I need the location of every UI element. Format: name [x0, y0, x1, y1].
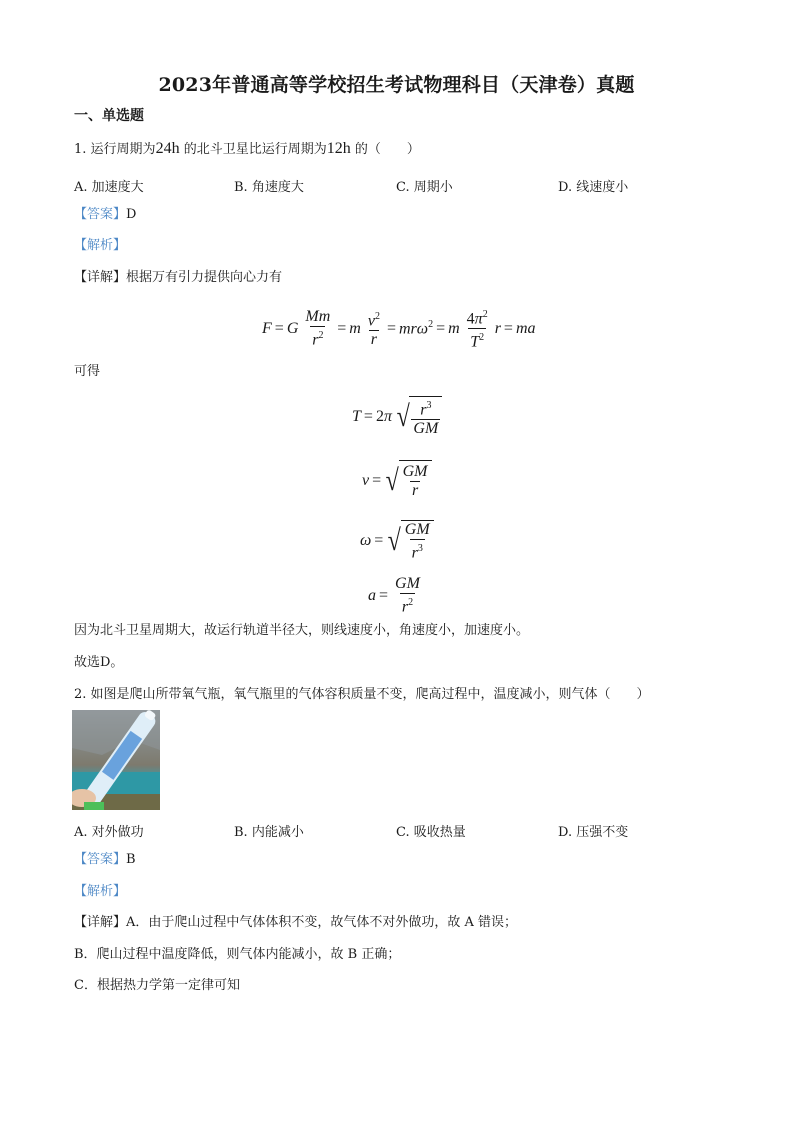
oxygen-bottle-photo: [72, 710, 160, 810]
q1-analysis-label: 【解析】: [74, 238, 127, 253]
q1-result-intro: 可得: [74, 364, 101, 379]
answer-label: 【答案】: [74, 207, 127, 222]
q2-option-b: B. 内能减小: [234, 825, 304, 840]
q2-option-a: A. 对外做功: [74, 825, 144, 840]
detail-label: 【详解】: [74, 270, 127, 285]
q1-detail: 【详解】根据万有引力提供向心力有: [74, 270, 283, 285]
q1-conclusion: 因为北斗卫星周期大，故运行轨道半径大，则线速度小，角速度小，加速度小。: [74, 623, 530, 638]
q2-detail-line-1: 【详解】A．由于爬山过程中气体体积不变，故气体不对外做功，故 A 错误；: [74, 915, 518, 930]
q1-answer: 【答案】D: [74, 207, 137, 222]
question-number: 1.: [74, 142, 87, 157]
q2-analysis-label: 【解析】: [74, 884, 127, 899]
q1-equation-v: v = √ $\frac{GM}{r}$: [362, 460, 432, 502]
q2-detail-line-2: B．爬山过程中温度降低，则气体内能减小，故 B 正确；: [74, 947, 401, 962]
q1-option-a: A. 加速度大: [74, 180, 144, 195]
q1-option-d: D. 线速度小: [558, 180, 629, 195]
question-number: 2.: [74, 687, 87, 702]
q1-equation-omega: ω = √ $\frac{GM}{r^3}$: [360, 520, 434, 562]
q2-answer: 【答案】B: [74, 852, 136, 867]
q1-equation-T: T = 2π √ $\frac{r^3}{GM}$: [352, 396, 442, 438]
q1-final: 故选D。: [74, 655, 124, 670]
question-1-stem: 1. 运行周期为24h 的北斗卫星比运行周期为12h 的（ ）: [74, 140, 420, 157]
q1-equation-main: F = G $\frac{Mm}{r^2}$ = m $\frac{v^2}{r}$ = mrω$^2$ = m $\frac{4\pi^2}{T^2}$ r = ma: [262, 308, 536, 351]
q1-option-b: B. 角速度大: [234, 180, 304, 195]
q2-option-c: C. 吸收热量: [396, 825, 466, 840]
q1-equation-a: a = $\frac{GM}{r^2}$: [368, 575, 420, 616]
section-heading: 一、单选题: [74, 108, 144, 124]
page-title: 2023年普通高等学校招生考试物理科目（天津卷）真题: [158, 74, 635, 96]
q2-detail-line-3: C．根据热力学第一定律可知: [74, 978, 240, 993]
detail-label: 【详解】: [74, 915, 127, 930]
q1-option-c: C. 周期小: [396, 180, 453, 195]
answer-label: 【答案】: [74, 852, 127, 867]
q2-option-d: D. 压强不变: [558, 825, 629, 840]
question-2-stem: 2. 如图是爬山所带氧气瓶，氧气瓶里的气体容积质量不变，爬高过程中，温度减小，则气体（ ）: [74, 687, 650, 702]
